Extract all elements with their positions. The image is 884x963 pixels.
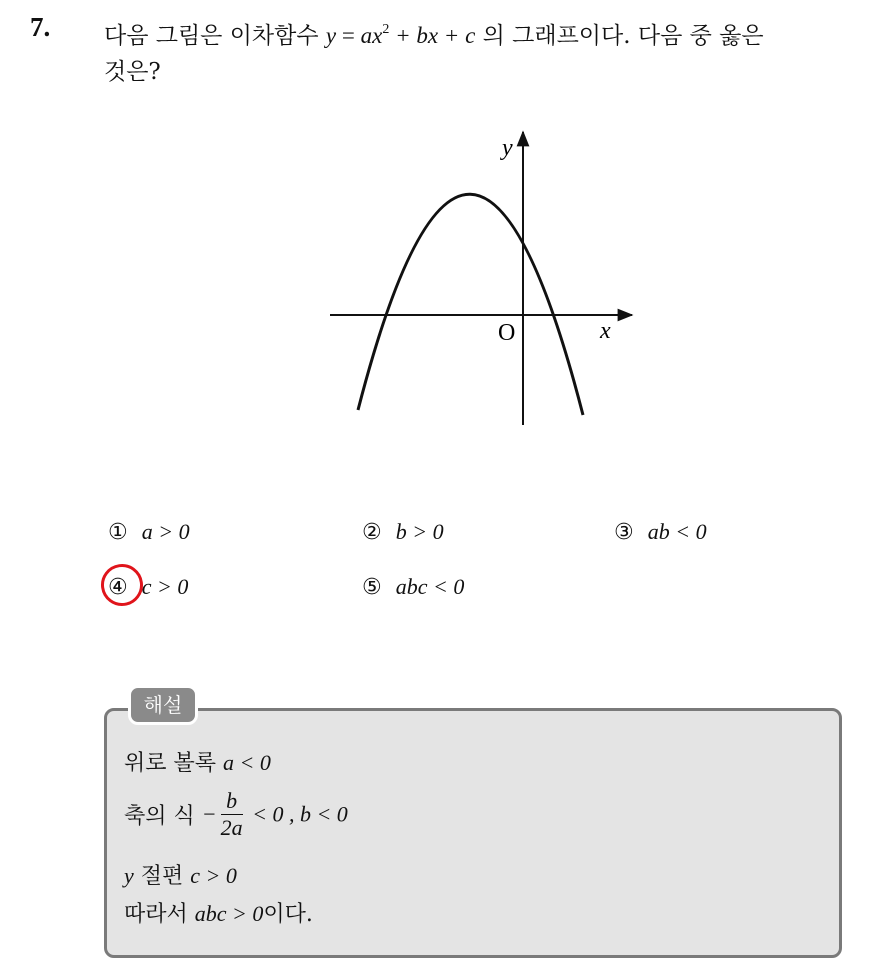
choice-2-expr: b > 0 bbox=[395, 519, 444, 544]
question-number: 7. bbox=[30, 12, 51, 42]
choice-5-number: ⑤ bbox=[362, 575, 382, 600]
parabola-graph bbox=[320, 120, 640, 430]
solution-line-3-text: 절편 bbox=[133, 864, 191, 889]
formula-rest: + bx + c bbox=[389, 23, 476, 48]
x-axis-label: x bbox=[600, 318, 611, 344]
question-text-before: 다음 그림은 이차함수 bbox=[104, 23, 326, 49]
solution-fraction bbox=[221, 788, 243, 841]
fraction-numerator: b bbox=[226, 788, 238, 813]
solution-line-1-expr: a < 0 bbox=[223, 750, 271, 775]
choice-4-number: ④ bbox=[108, 575, 128, 600]
choice-2[interactable] bbox=[362, 519, 444, 545]
choice-2-number: ② bbox=[362, 520, 382, 545]
origin-label: O bbox=[498, 320, 516, 346]
y-axis-label: y bbox=[502, 135, 513, 161]
solution-line-3-var: y bbox=[124, 863, 134, 888]
answer-circle-mark bbox=[98, 561, 145, 608]
solution-line-4-text: 따라서 bbox=[124, 902, 195, 927]
choice-1[interactable] bbox=[108, 519, 190, 545]
question-text bbox=[104, 12, 874, 90]
solution-tag: 해설 bbox=[128, 685, 198, 725]
solution-line-2-text: 축의 식 bbox=[124, 804, 202, 829]
solution-line-2 bbox=[124, 788, 348, 841]
formula-y: y bbox=[325, 23, 337, 48]
question-text-after: 의 그래프이다. 다음 중 옳은 bbox=[475, 23, 764, 49]
solution-line-4-expr: abc > 0 bbox=[194, 901, 264, 926]
formula-eq: = bbox=[336, 23, 361, 48]
parabola-curve bbox=[358, 194, 583, 415]
choice-5[interactable] bbox=[362, 574, 464, 600]
solution-line-4-end: 이다. bbox=[263, 902, 313, 927]
choice-4-expr: c > 0 bbox=[141, 574, 189, 599]
solution-line-2-minus: − bbox=[201, 801, 217, 827]
choice-1-expr: a > 0 bbox=[141, 519, 190, 544]
formula-exponent: 2 bbox=[382, 22, 390, 37]
solution-line-1-text: 위로 볼록 bbox=[124, 751, 223, 776]
choice-3-number: ③ bbox=[614, 520, 634, 545]
choice-1-number: ① bbox=[108, 520, 128, 545]
solution-line-2-rest: < 0 , b < 0 bbox=[246, 801, 348, 827]
solution-line-1 bbox=[124, 746, 271, 777]
solution-line-4 bbox=[124, 897, 313, 928]
solution-line-3-expr: c > 0 bbox=[190, 863, 237, 888]
formula-ax: ax bbox=[360, 23, 383, 48]
solution-line-3 bbox=[124, 859, 237, 890]
choice-3[interactable] bbox=[614, 519, 707, 545]
fraction-denominator: 2a bbox=[220, 815, 243, 840]
choice-5-expr: abc < 0 bbox=[395, 574, 465, 599]
choice-3-expr: ab < 0 bbox=[647, 519, 707, 544]
question-formula bbox=[326, 23, 475, 48]
question-text-line2: 것은? bbox=[104, 59, 161, 85]
